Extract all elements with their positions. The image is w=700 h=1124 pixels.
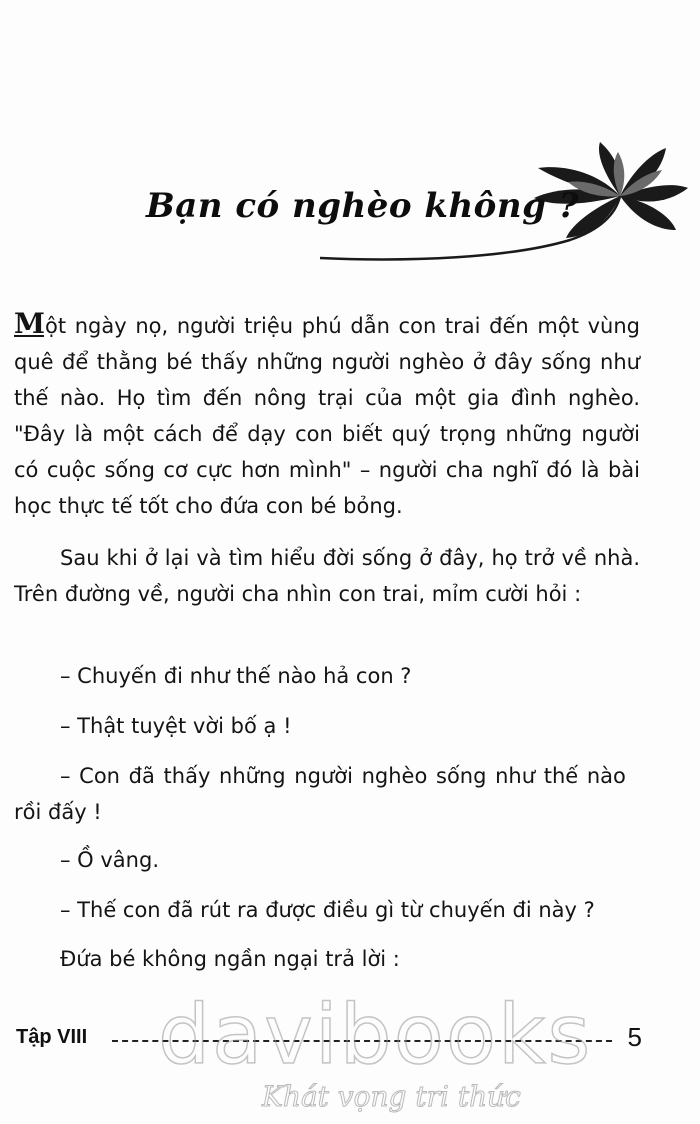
page-title: Bạn có nghèo không ?	[146, 186, 580, 226]
drop-cap: M	[14, 307, 44, 340]
dialogue-line: – Thế con đã rút ra được điều gì từ chuyến đi này ?	[60, 898, 595, 922]
paragraph-2-text: Sau khi ở lại và tìm hiểu đời sống ở đây, họ trở về nhà. Trên đường về, người cha nhìn con trai, mỉm cười hỏi :	[14, 546, 640, 606]
dialogue-line: – Con đã thấy những người nghèo sống như thế nào	[60, 764, 626, 788]
dialogue-line: Đứa bé không ngần ngại trả lời :	[60, 947, 400, 971]
dialogue-line: – Thật tuyệt vời bố ạ !	[60, 714, 292, 738]
watermark-brand: davibooks	[158, 988, 593, 1083]
volume-label: Tập VIII	[16, 1026, 88, 1048]
page-number: 5	[627, 1022, 642, 1052]
dialogue-line: – Ồ vâng.	[60, 848, 159, 872]
paragraph-1-text: ột ngày nọ, người triệu phú dẫn con trai đến một vùng quê để thằng bé thấy những người nghèo ở đây sống như thế nào. Họ tìm đến nông trại của một gia đình nghèo. "Đây là một cách để dạy con biết quý trọng những người có cuộc sống cơ cực hơn mình" – người cha nghĩ đó là bài học thực tế tốt cho đứa con bé bỏng.	[14, 314, 640, 518]
dialogue-line: – Chuyến đi như thế nào hả con ?	[60, 664, 412, 688]
dialogue-line: rồi đấy !	[14, 800, 102, 824]
paragraph-1	[14, 306, 640, 524]
paragraph-2	[14, 540, 640, 612]
watermark-tagline: Khát vọng tri thức	[262, 1080, 521, 1113]
